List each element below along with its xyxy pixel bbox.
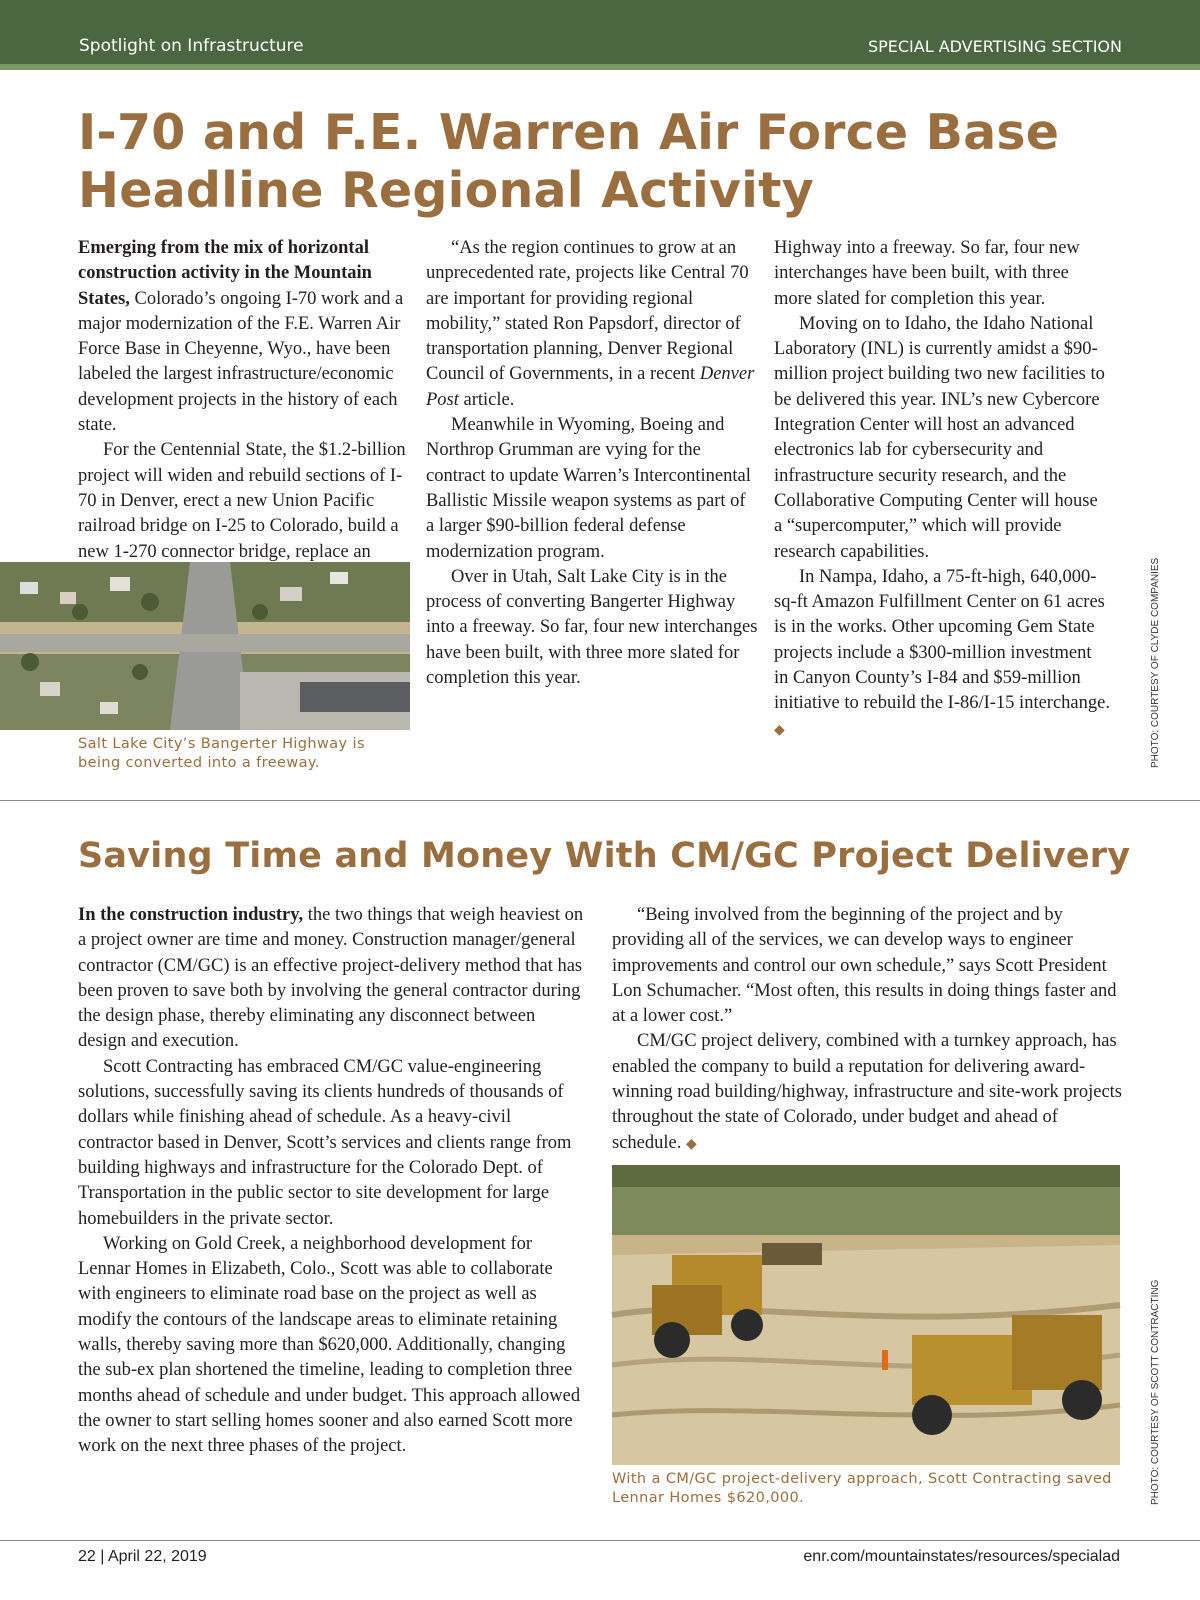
article2-paragraph: In the construction industry, the two things that weigh heaviest on a project owner are time and money. Construction manager/general contractor (CM/GC) is an effective project-delivery method that has been proven to save both by involving the general contractor during the design phase, thereby eliminating any disconnect between design and execution. <box>78 905 584 1052</box>
article2-title: Saving Time and Money With CM/GC Project Delivery <box>78 836 1131 876</box>
article1-paragraph: Moving on to Idaho, the Idaho National Laboratory (INL) is currently amidst a $90-million project building two new facilities to be delivered this year. INL’s new Cybercore Integration Center will host an advanced electronics lab for cybersecurity and infrastructure security research, and the Collaborative Computing Center will house a “supercomputer,” which will provide research capabilities. <box>774 313 1105 562</box>
article2-column-2 <box>612 903 1124 1157</box>
article1-paragraph-continued: Highway into a freeway. So far, four new interchanges have been built, with three more slated for completion this year. <box>774 238 1080 309</box>
article1-column-1 <box>78 236 410 562</box>
section-divider <box>0 800 1200 801</box>
header-bar <box>0 0 1200 70</box>
scraper-equipment-photo <box>612 1165 1120 1465</box>
article1-column-2 <box>426 236 758 689</box>
article1-paragraph: Over in Utah, Salt Lake City is in the process of converting Bangerter Highway into a freeway. So far, four new interchanges have been built, with three more slated for completion this year. <box>426 566 758 689</box>
article2-paragraph: CM/GC project delivery, combined with a turnkey approach, has enabled the company to build a reputation for delivering award-winning road building/highway, infrastructure and site-work projects throughout the state of Colorado, under budget and ahead of schedule. ◆ <box>612 1031 1122 1153</box>
page-number-date: 22 | April 22, 2019 <box>78 1548 207 1565</box>
article2-photo-credit: PHOTO: COURTESY OF SCOTT CONTRACTING <box>1150 1279 1161 1505</box>
article1-paragraph: For the Centennial State, the $1.2-billion project will widen and rebuild sections of I-70 in Denver, erect a new Union Pacific railroad bridge on I-25 to Colorado, build a new 1-270 connector bridge, replace an <box>78 440 406 562</box>
footer-divider <box>0 1540 1200 1541</box>
end-mark: ◆ <box>685 1136 697 1152</box>
article1-photo-caption: Salt Lake City’s Bangerter Highway is being converted into a freeway. <box>78 736 365 771</box>
article2-paragraph: Working on Gold Creek, a neighborhood development for Lennar Homes in Elizabeth, Colo., Scott was able to collaborate with engineers to eliminate road base on the project as well as modify the contours of the landscape areas to eliminate retaining walls, thereby saving more than $620,000. Additionally, changing the sub-ex plan shortened the timeline, leading to completion three months ahead of schedule and under budget. This approach allowed the owner to start selling homes sooner and also earned Scott more work on the next three phases of the project. <box>78 1233 581 1457</box>
article1-column-3 <box>774 236 1110 743</box>
section-name: Spotlight on Infrastructure <box>79 36 304 56</box>
article1-paragraph: In Nampa, Idaho, a 75-ft-high, 640,000-sq-ft Amazon Fulfillment Center on 61 acres is in the works. Other upcoming Gem State projects include a $300-million investment in Canyon County’s I-84 and $59-million initiative to rebuild the I-86/I-15 interchange. ◆ <box>774 566 1110 738</box>
article1-paragraph: Meanwhile in Wyoming, Boeing and Northrop Grumman are vying for the contract to update Warren’s Intercontinental Ballistic Missile weapon systems as part of a larger $90-billion federal defense modernization program. <box>426 415 751 562</box>
article1-photo-credit: PHOTO: COURTESY OF CLYDE COMPANIES <box>1150 557 1161 768</box>
article1-title-line1: I-70 and F.E. Warren Air Force Base <box>78 104 1060 161</box>
article2-column-1 <box>78 903 588 1460</box>
article1-paragraph: “As the region continues to grow at an unprecedented rate, projects like Central 70 are important for providing regional mobility,” stated Ron Papsdorf, director of transportation planning, Denver Regional Council of Governments, in a recent Denver Post article. <box>426 238 755 410</box>
footer-url[interactable]: enr.com/mountainstates/resources/specialad <box>803 1548 1120 1565</box>
article2-photo-caption: With a CM/GC project-delivery approach, Scott Contracting saved Lennar Homes $620,000. <box>612 1471 1112 1506</box>
end-mark: ◆ <box>774 722 785 738</box>
article1-paragraph: Emerging from the mix of horizontal construction activity in the Mountain States, Colorado’s ongoing I-70 work and a major modernization of the F.E. Warren Air Force Base in Cheyenne, Wyo., have been labeled the largest infrastructure/economic development projects in the history of each state. <box>78 238 404 436</box>
article1-title-line2: Headline Regional Activity <box>78 162 814 219</box>
article2-paragraph: Scott Contracting has embraced CM/GC value-engineering solutions, successfully saving its clients hundreds of thousands of dollars while finishing ahead of schedule. As a heavy-civil contractor based in Denver, Scott’s services and clients range from building highways and infrastructure for the Colorado Dept. of Transportation in the public sector to site development for large homebuilders in the private sector. <box>78 1056 572 1229</box>
article2-paragraph: “Being involved from the beginning of the project and by providing all of the services, we can develop ways to engineer improvements and control our own schedule,” says Scott President Lon Schumacher. “Most often, this results in doing things faster and at a lower cost.” <box>612 905 1117 1027</box>
publication-name: Denver Post <box>426 364 755 410</box>
advertising-label: SPECIAL ADVERTISING SECTION <box>867 37 1122 56</box>
bangerter-highway-photo <box>0 562 410 730</box>
article1-lead-bold: Emerging from the mix of horizontal construction activity in the Mountain States, <box>78 238 372 309</box>
article2-lead-bold: In the construction industry, <box>78 905 304 925</box>
